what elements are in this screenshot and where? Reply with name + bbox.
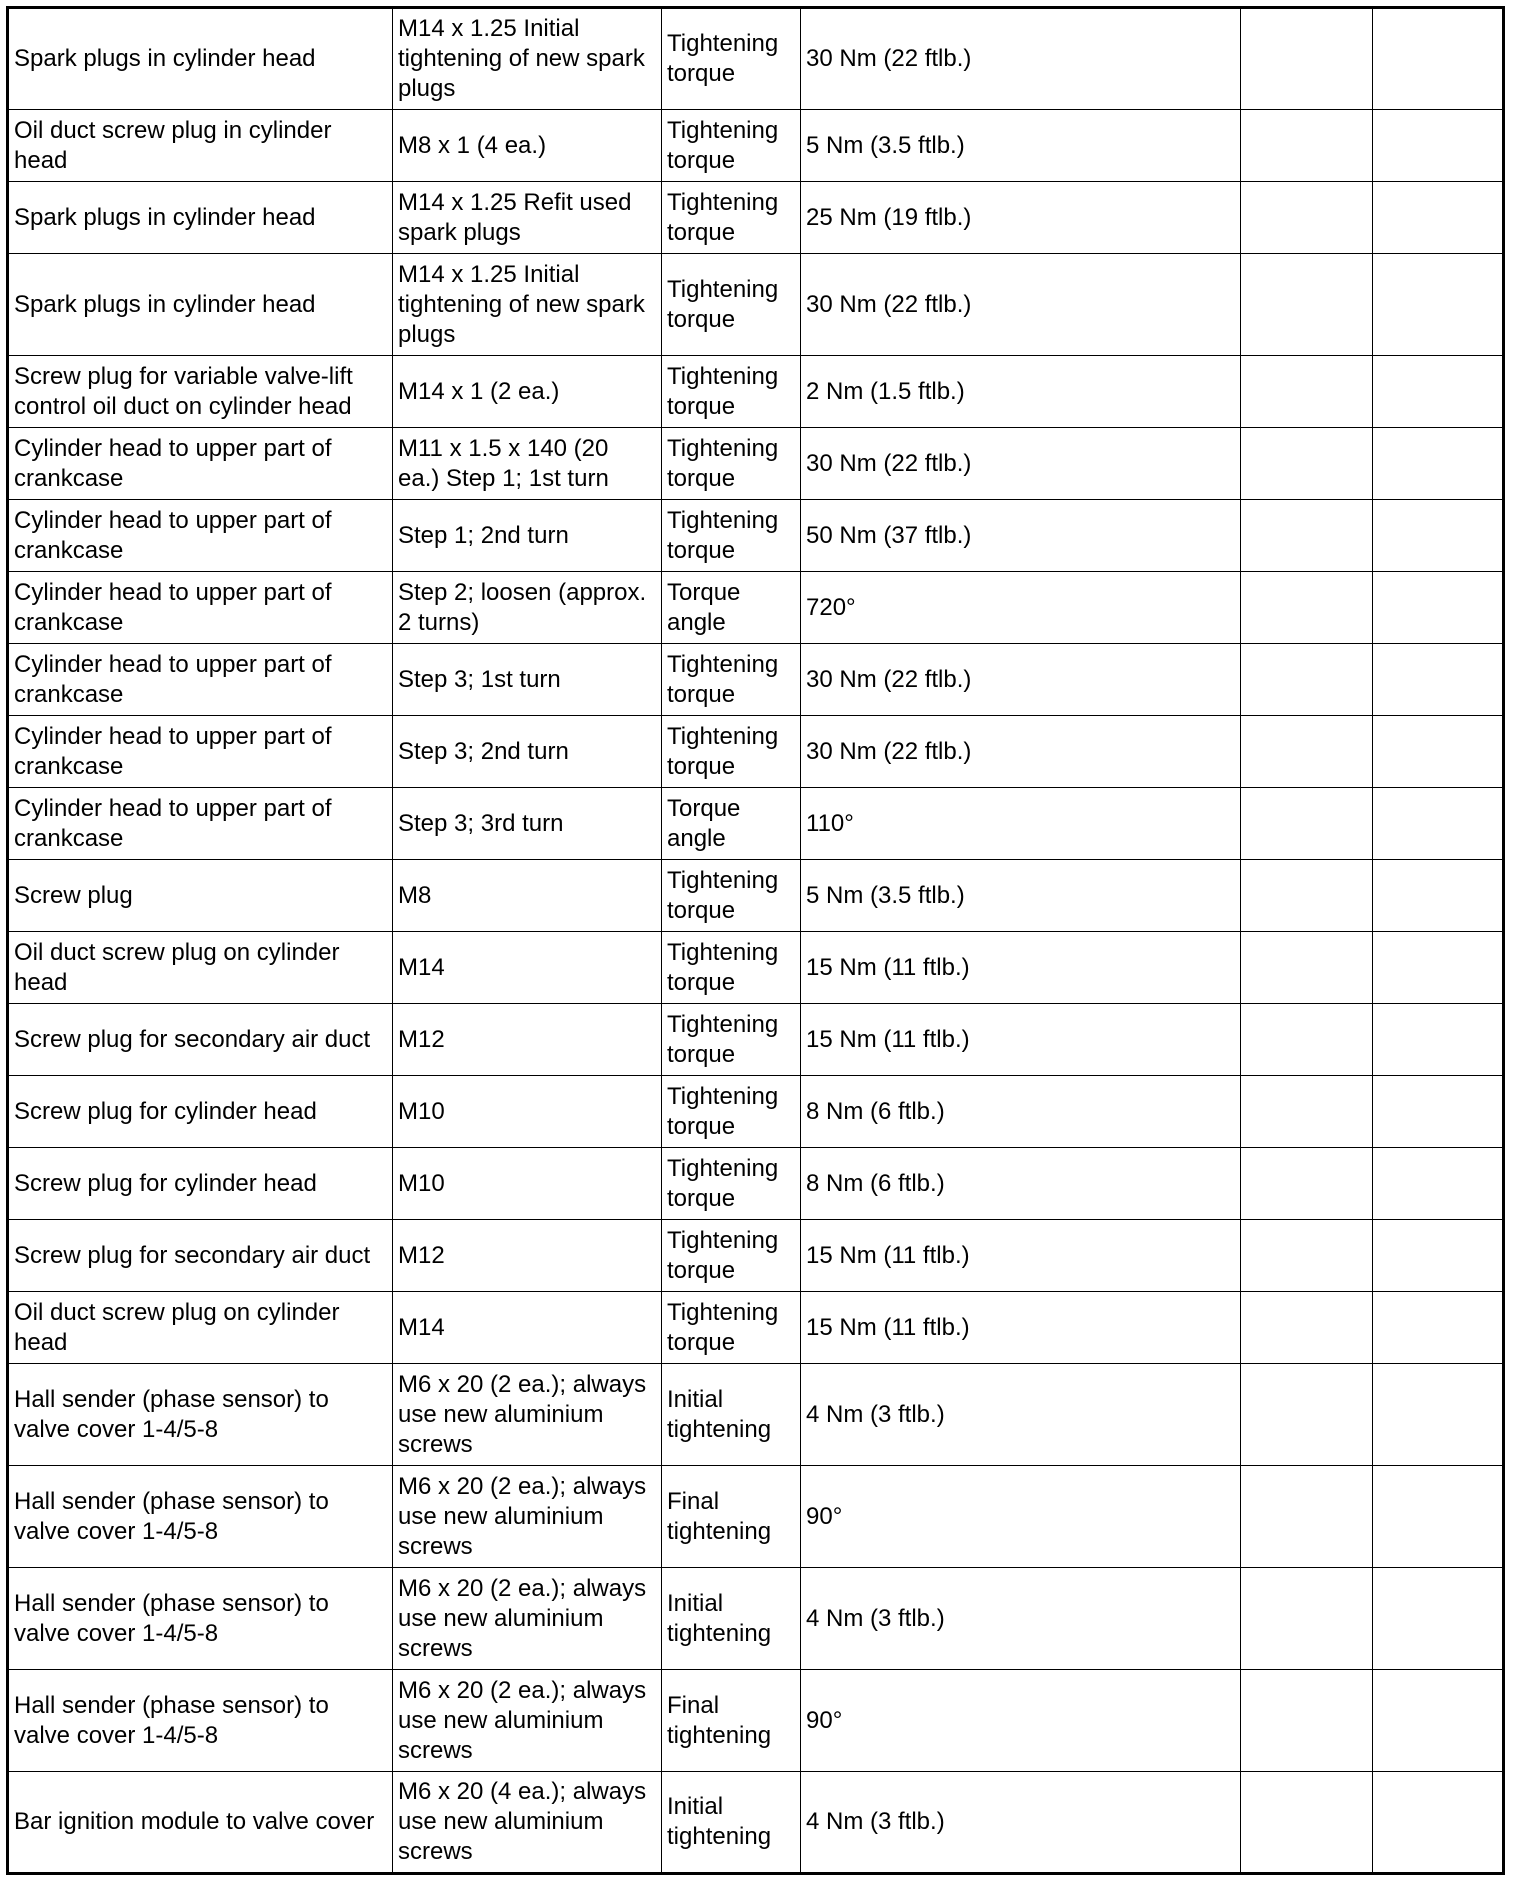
cell-value: 15 Nm (11 ftlb.) [801,1220,1241,1292]
cell-method: Tightening torque [662,1292,801,1364]
cell-spec: M11 x 1.5 x 140 (20 ea.) Step 1; 1st turn [393,428,662,500]
cell-method: Tightening torque [662,8,801,110]
cell-empty [1373,860,1504,932]
cell-empty [1241,716,1373,788]
cell-component: Screw plug for secondary air duct [8,1004,393,1076]
cell-component: Screw plug [8,860,393,932]
table-row [8,860,1504,932]
cell-empty [1241,1292,1373,1364]
cell-method: Tightening torque [662,932,801,1004]
cell-method: Initial tightening [662,1568,801,1670]
cell-spec: M14 x 1.25 Initial tightening of new spark plugs [393,254,662,356]
cell-empty [1241,860,1373,932]
table-row [8,500,1504,572]
cell-empty [1373,428,1504,500]
cell-spec: M10 [393,1148,662,1220]
table-row [8,182,1504,254]
cell-method: Tightening torque [662,428,801,500]
cell-component: Cylinder head to upper part of crankcase [8,716,393,788]
cell-component: Cylinder head to upper part of crankcase [8,500,393,572]
cell-method: Tightening torque [662,254,801,356]
table-row [8,1568,1504,1670]
cell-component: Hall sender (phase sensor) to valve cover 1-4/5-8 [8,1568,393,1670]
cell-method: Tightening torque [662,1076,801,1148]
cell-component: Hall sender (phase sensor) to valve cover 1-4/5-8 [8,1466,393,1568]
cell-value: 30 Nm (22 ftlb.) [801,8,1241,110]
cell-empty [1373,356,1504,428]
cell-method: Tightening torque [662,644,801,716]
cell-empty [1241,1772,1373,1874]
cell-spec: Step 1; 2nd turn [393,500,662,572]
cell-empty [1373,716,1504,788]
cell-empty [1373,110,1504,182]
cell-empty [1373,500,1504,572]
cell-component: Screw plug for secondary air duct [8,1220,393,1292]
cell-spec: Step 3; 1st turn [393,644,662,716]
cell-spec: M14 x 1.25 Refit used spark plugs [393,182,662,254]
cell-empty [1373,788,1504,860]
cell-spec: Step 2; loosen (approx. 2 turns) [393,572,662,644]
cell-empty [1241,182,1373,254]
cell-component: Cylinder head to upper part of crankcase [8,788,393,860]
cell-value: 15 Nm (11 ftlb.) [801,1004,1241,1076]
cell-value: 15 Nm (11 ftlb.) [801,1292,1241,1364]
cell-spec: M8 [393,860,662,932]
cell-method: Initial tightening [662,1364,801,1466]
cell-value: 2 Nm (1.5 ftlb.) [801,356,1241,428]
cell-empty [1241,428,1373,500]
cell-component: Oil duct screw plug in cylinder head [8,110,393,182]
cell-value: 90° [801,1466,1241,1568]
table-row [8,1076,1504,1148]
table-row [8,788,1504,860]
cell-spec: M12 [393,1004,662,1076]
cell-empty [1241,1568,1373,1670]
cell-value: 30 Nm (22 ftlb.) [801,644,1241,716]
cell-empty [1373,254,1504,356]
cell-empty [1241,644,1373,716]
cell-component: Hall sender (phase sensor) to valve cover 1-4/5-8 [8,1670,393,1772]
cell-empty [1373,1772,1504,1874]
torque-spec-table [6,6,1505,1875]
cell-spec: M12 [393,1220,662,1292]
cell-method: Final tightening [662,1466,801,1568]
cell-component: Cylinder head to upper part of crankcase [8,572,393,644]
cell-component: Screw plug for variable valve-lift control oil duct on cylinder head [8,356,393,428]
cell-empty [1373,644,1504,716]
cell-value: 15 Nm (11 ftlb.) [801,932,1241,1004]
cell-value: 25 Nm (19 ftlb.) [801,182,1241,254]
cell-spec: M6 x 20 (2 ea.); always use new aluminium screws [393,1568,662,1670]
table-row [8,428,1504,500]
cell-method: Tightening torque [662,500,801,572]
cell-empty [1373,1364,1504,1466]
cell-method: Tightening torque [662,182,801,254]
cell-value: 8 Nm (6 ftlb.) [801,1076,1241,1148]
cell-spec: M6 x 20 (2 ea.); always use new aluminium screws [393,1670,662,1772]
cell-spec: M14 x 1.25 Initial tightening of new spark plugs [393,8,662,110]
cell-component: Spark plugs in cylinder head [8,8,393,110]
cell-method: Tightening torque [662,1220,801,1292]
cell-empty [1241,788,1373,860]
table-row [8,1220,1504,1292]
cell-empty [1373,8,1504,110]
cell-method: Tightening torque [662,860,801,932]
table-row [8,572,1504,644]
table-row [8,8,1504,110]
cell-empty [1373,1004,1504,1076]
cell-empty [1241,254,1373,356]
cell-component: Spark plugs in cylinder head [8,254,393,356]
cell-spec: Step 3; 3rd turn [393,788,662,860]
cell-component: Spark plugs in cylinder head [8,182,393,254]
cell-spec: M6 x 20 (4 ea.); always use new aluminium screws [393,1772,662,1874]
cell-empty [1241,1466,1373,1568]
cell-empty [1373,1292,1504,1364]
cell-empty [1373,1670,1504,1772]
table-row [8,254,1504,356]
cell-value: 90° [801,1670,1241,1772]
cell-component: Screw plug for cylinder head [8,1076,393,1148]
cell-empty [1241,8,1373,110]
cell-value: 4 Nm (3 ftlb.) [801,1568,1241,1670]
cell-empty [1241,1364,1373,1466]
cell-spec: M14 x 1 (2 ea.) [393,356,662,428]
cell-value: 4 Nm (3 ftlb.) [801,1772,1241,1874]
cell-method: Tightening torque [662,1148,801,1220]
cell-empty [1373,1076,1504,1148]
cell-value: 30 Nm (22 ftlb.) [801,716,1241,788]
cell-method: Tightening torque [662,356,801,428]
cell-empty [1241,932,1373,1004]
table-row [8,1148,1504,1220]
cell-spec: M14 [393,932,662,1004]
cell-component: Hall sender (phase sensor) to valve cover 1-4/5-8 [8,1364,393,1466]
cell-value: 110° [801,788,1241,860]
cell-value: 5 Nm (3.5 ftlb.) [801,110,1241,182]
cell-method: Torque angle [662,572,801,644]
cell-value: 30 Nm (22 ftlb.) [801,428,1241,500]
table-row [8,1670,1504,1772]
cell-empty [1241,572,1373,644]
cell-spec: M6 x 20 (2 ea.); always use new aluminium screws [393,1364,662,1466]
table-row [8,932,1504,1004]
cell-empty [1241,500,1373,572]
cell-empty [1373,572,1504,644]
cell-component: Screw plug for cylinder head [8,1148,393,1220]
cell-value: 720° [801,572,1241,644]
cell-spec: M6 x 20 (2 ea.); always use new aluminium screws [393,1466,662,1568]
cell-method: Torque angle [662,788,801,860]
cell-value: 8 Nm (6 ftlb.) [801,1148,1241,1220]
cell-spec: Step 3; 2nd turn [393,716,662,788]
cell-method: Initial tightening [662,1772,801,1874]
cell-method: Tightening torque [662,110,801,182]
cell-empty [1241,1670,1373,1772]
cell-component: Cylinder head to upper part of crankcase [8,644,393,716]
table-row [8,644,1504,716]
cell-method: Final tightening [662,1670,801,1772]
table-row [8,110,1504,182]
table-row [8,1364,1504,1466]
table-row [8,1772,1504,1874]
cell-empty [1241,1004,1373,1076]
cell-value: 30 Nm (22 ftlb.) [801,254,1241,356]
cell-empty [1373,182,1504,254]
table-row [8,356,1504,428]
cell-component: Oil duct screw plug on cylinder head [8,932,393,1004]
cell-empty [1241,1220,1373,1292]
cell-spec: M10 [393,1076,662,1148]
cell-component: Bar ignition module to valve cover [8,1772,393,1874]
cell-empty [1373,1568,1504,1670]
table-row [8,716,1504,788]
cell-empty [1241,356,1373,428]
cell-empty [1373,1466,1504,1568]
cell-empty [1241,1076,1373,1148]
cell-component: Oil duct screw plug on cylinder head [8,1292,393,1364]
table-row [8,1004,1504,1076]
cell-empty [1241,1148,1373,1220]
cell-spec: M8 x 1 (4 ea.) [393,110,662,182]
cell-empty [1373,1220,1504,1292]
cell-value: 50 Nm (37 ftlb.) [801,500,1241,572]
cell-method: Tightening torque [662,1004,801,1076]
cell-method: Tightening torque [662,716,801,788]
table-body [8,8,1504,1874]
cell-value: 5 Nm (3.5 ftlb.) [801,860,1241,932]
cell-empty [1373,932,1504,1004]
cell-component: Cylinder head to upper part of crankcase [8,428,393,500]
cell-empty [1241,110,1373,182]
cell-value: 4 Nm (3 ftlb.) [801,1364,1241,1466]
cell-empty [1373,1148,1504,1220]
table-row [8,1292,1504,1364]
table-row [8,1466,1504,1568]
cell-spec: M14 [393,1292,662,1364]
